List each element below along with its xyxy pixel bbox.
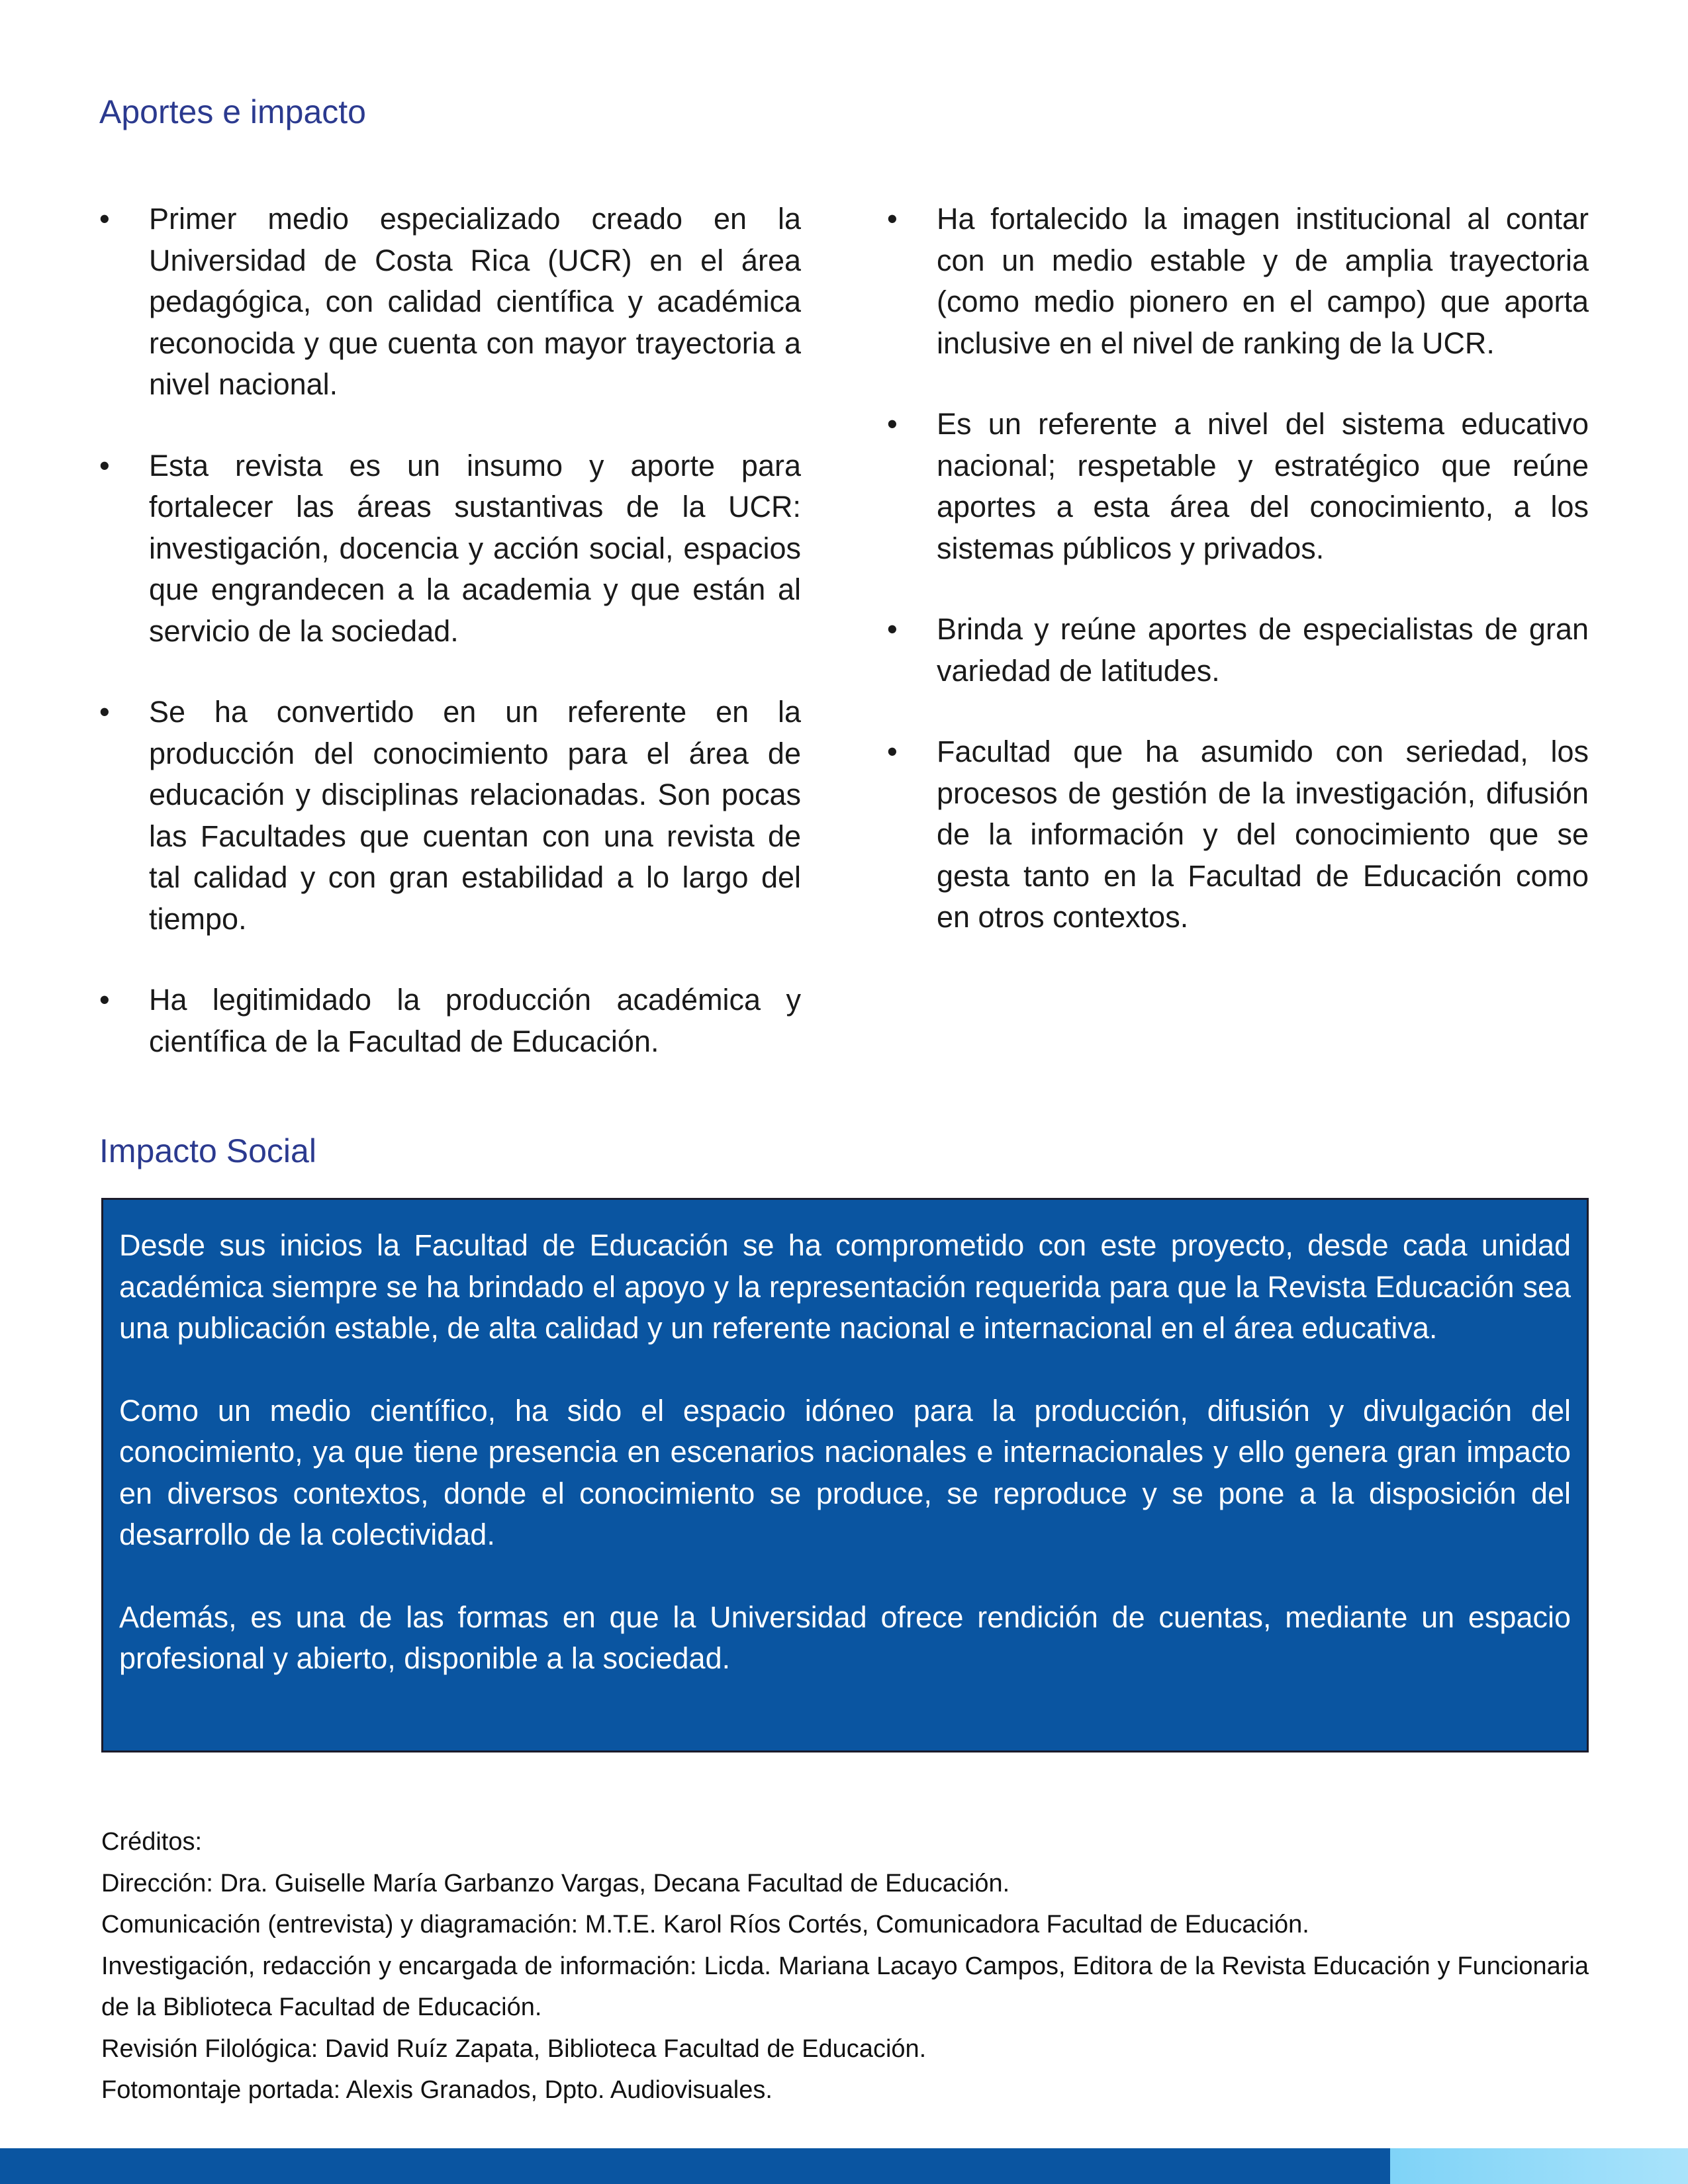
list-item-text: Es un referente a nivel del sistema educativo nacional; respetable y estratégico que reúne aportes a esta área del conocimiento, a los sistemas públicos y privados. (937, 407, 1589, 565)
impacto-social-paragraph: Como un medio científico, ha sido el espacio idóneo para la producción, difusión y divulgación del conocimiento, ya que tiene presencia en escenarios nacionales e internacionales y ello genera gran impacto en diversos contextos, donde el conocimiento se produce, se reproduce y se pone a la disposición del desarrollo de la colectividad. (119, 1393, 1571, 1551)
aportes-list-right (887, 199, 1589, 938)
impacto-social-paragraph: Desde sus inicios la Facultad de Educación se ha comprometido con este proyecto, desde cada unidad académica siempre se ha brindado el apoyo y la representación requerida para que la Revista Educación sea una publicación estable, de alta calidad y un referente nacional e internacional en el área educativa. (119, 1228, 1571, 1345)
list-item-text: Ha legitimidado la producción académica y científica de la Facultad de Educación. (149, 983, 801, 1058)
bullet-icon: • (887, 735, 898, 768)
list-item-text: Brinda y reúne aportes de especialistas de gran variedad de latitudes. (937, 612, 1589, 688)
bullet-icon: • (99, 202, 110, 236)
bullet-icon: • (99, 983, 110, 1017)
credits-block (101, 1821, 1589, 2111)
list-item (99, 445, 801, 653)
bullet-icon: • (887, 612, 898, 646)
bullet-icon: • (99, 695, 110, 729)
credits-line: Fotomontaje portada: Alexis Granados, Dpto. Audiovisuales. (101, 2076, 773, 2104)
list-item-text: Esta revista es un insumo y aporte para fortalecer las áreas sustantivas de la UCR: investigación, docencia y acción social, espacios que engrandecen a la academia y que están al servicio de la sociedad. (149, 448, 801, 648)
credits-line: Dirección: Dra. Guiselle María Garbanzo Vargas, Decana Facultad de Educación. (101, 1869, 1010, 1897)
section-title-impacto-social: Impacto Social (99, 1132, 316, 1169)
credits-line: Investigación, redacción y encargada de información: Licda. Mariana Lacayo Campos, Editora de la Revista Educación y Funcionaria de la Biblioteca Facultad de Educación. (101, 1952, 1589, 2021)
footer-accent-bar (1390, 2148, 1688, 2184)
credits-line: Revisión Filológica: David Ruíz Zapata, Biblioteca Facultad de Educación. (101, 2034, 927, 2063)
aportes-right-column (887, 199, 1589, 978)
list-item (99, 199, 801, 406)
list-item-text: Primer medio especializado creado en la Universidad de Costa Rica (UCR) en el área pedagógica, con calidad científica y académica reconocida y que cuenta con mayor trayectoria a nivel nacional. (149, 202, 801, 401)
list-item (887, 199, 1589, 364)
list-item-text: Se ha convertido en un referente en la producción del conocimiento para el área de educación y disciplinas relacionadas. Son pocas las Facultades que cuentan con una revista de tal calidad y con gran estabilidad a lo largo del tiempo. (149, 695, 801, 936)
list-item (99, 692, 801, 940)
list-item (99, 979, 801, 1062)
credits-heading: Créditos: (101, 1828, 203, 1856)
footer-bar (0, 2148, 1390, 2184)
list-item-text: Facultad que ha asumido con seriedad, los procesos de gestión de la investigación, difusión de la información y del conocimiento que se gesta tanto en la Facultad de Educación como en otros contextos. (937, 735, 1589, 934)
bullet-icon: • (887, 407, 898, 441)
credits-line: Comunicación (entrevista) y diagramación: M.T.E. Karol Ríos Cortés, Comunicadora Facultad de Educación. (101, 1911, 1309, 1938)
impacto-social-paragraph: Además, es una de las formas en que la Universidad ofrece rendición de cuentas, mediante un espacio profesional y abierto, disponible a la sociedad. (119, 1600, 1571, 1675)
list-item-text: Ha fortalecido la imagen institucional al contar con un medio estable y de amplia trayectoria (como medio pionero en el campo) que aporta inclusive en el nivel de ranking de la UCR. (937, 202, 1589, 360)
list-item (887, 404, 1589, 569)
list-item (887, 731, 1589, 938)
list-item (887, 609, 1589, 692)
bullet-icon: • (99, 448, 110, 482)
section-title-aportes: Aportes e impacto (99, 93, 366, 130)
aportes-list-left (99, 199, 801, 1062)
bullet-icon: • (887, 202, 898, 236)
aportes-left-column (99, 199, 801, 1102)
impacto-social-box (101, 1198, 1589, 1752)
